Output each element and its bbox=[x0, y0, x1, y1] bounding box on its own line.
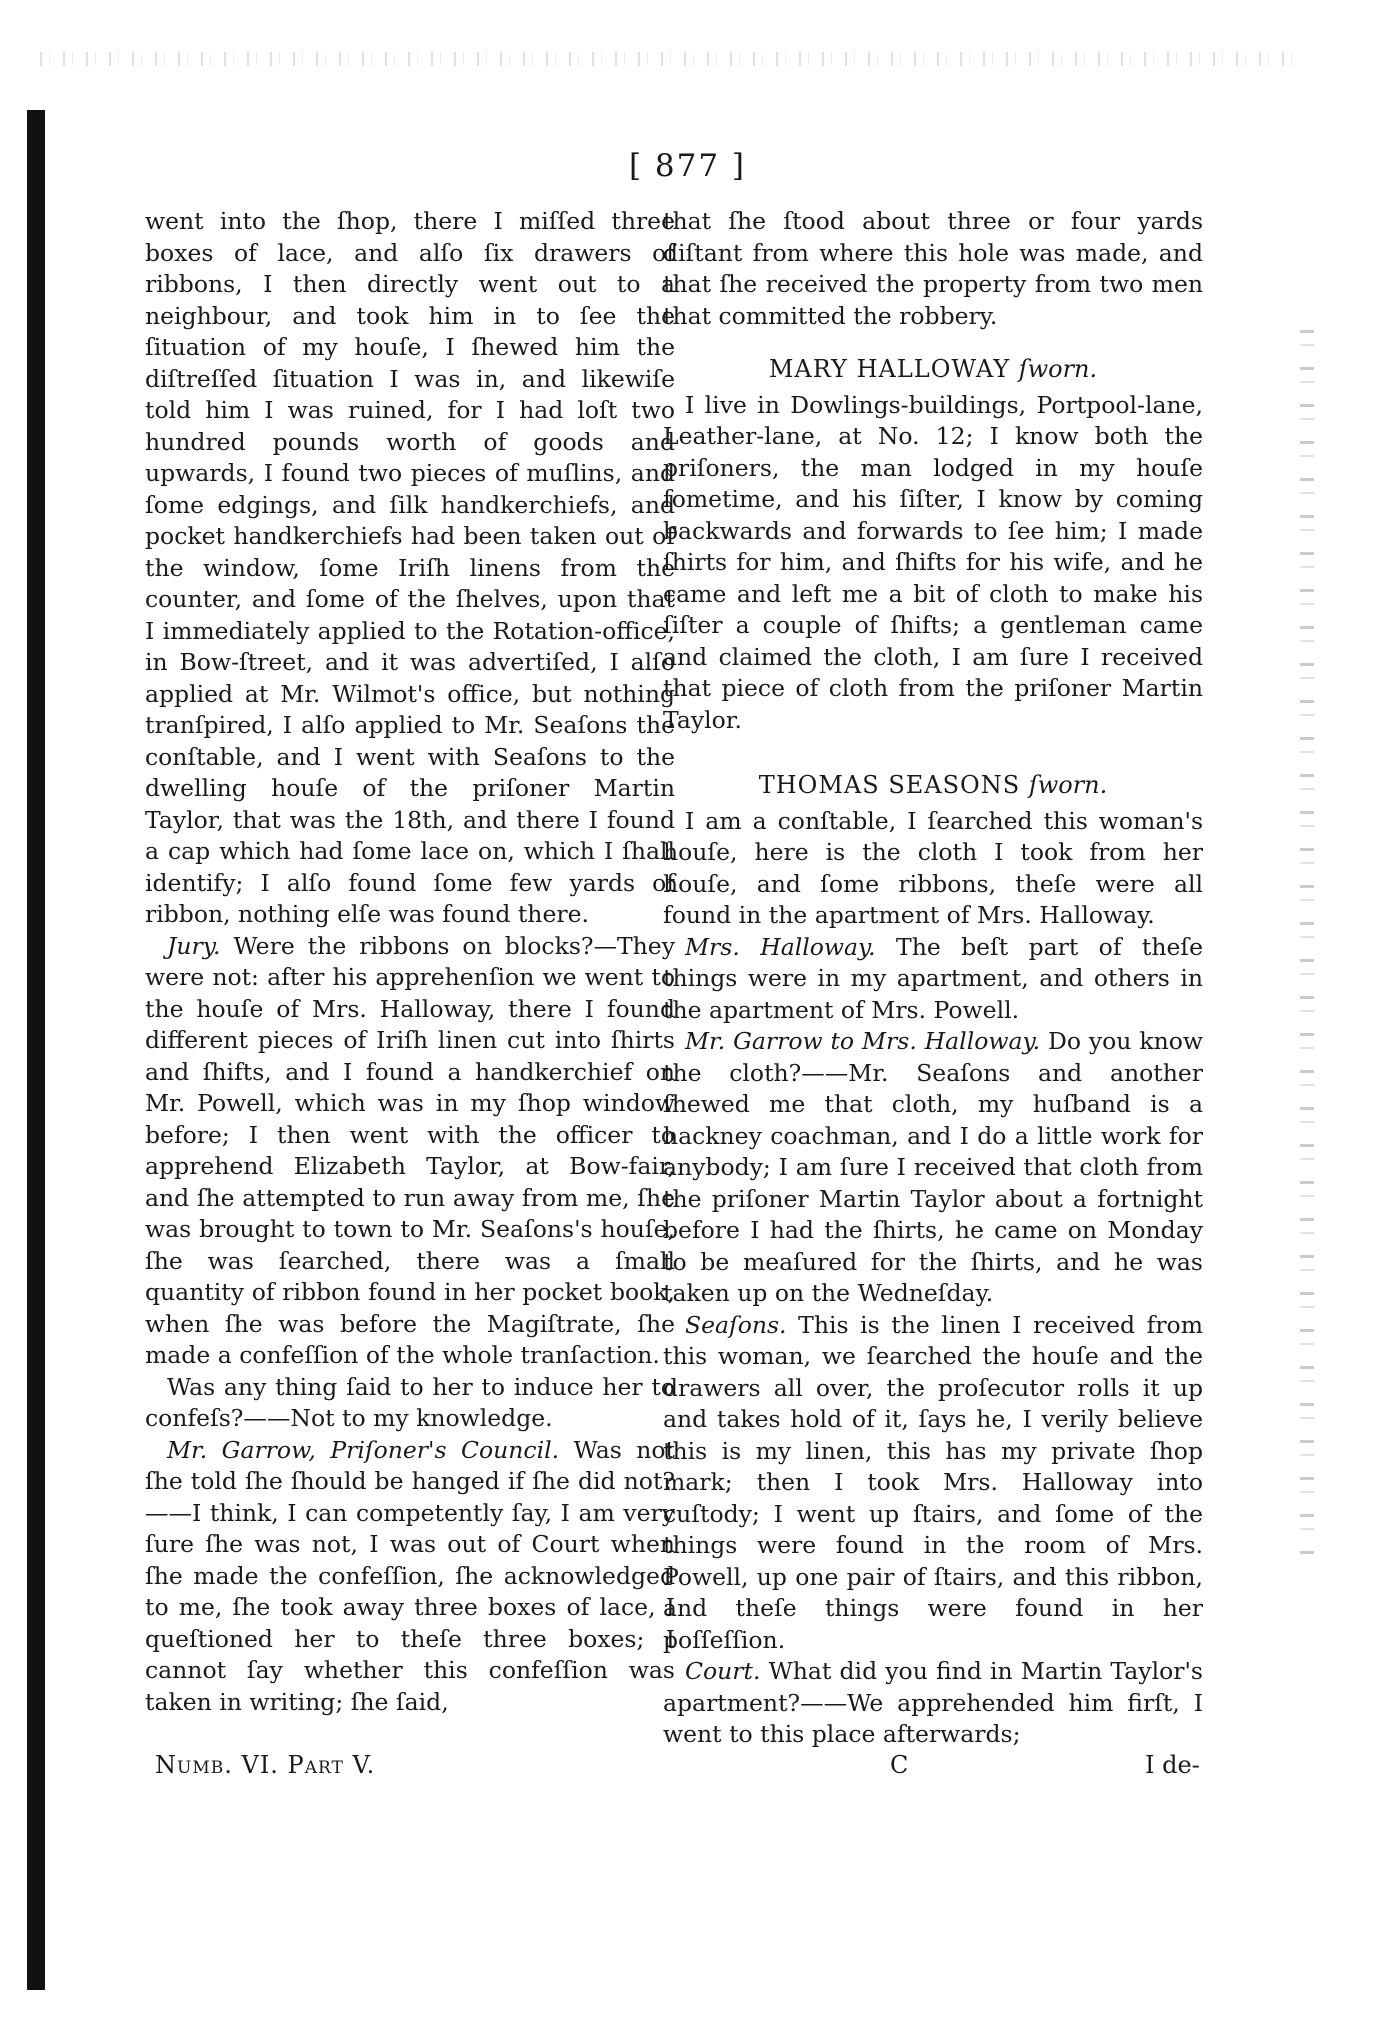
paragraph: Mrs. Halloway. The beſt part of theſe things were in my apartment, and others in the apartment of Mrs. Powell. bbox=[663, 932, 1203, 1024]
paragraph: Jury. Were the ribbons on blocks?—They were not: after his apprehenſion we went to the houſe of Mrs. Halloway, there I found different pieces of Iriſh linen cut into ſhirts and ſhifts, and I found a handkerchief on Mr. Powell, which was in my ſhop window before; I then went with the officer to apprehend Elizabeth Taylor, at Bow-fair, and ſhe attempted to run away from me, ſhe was brought to town to Mr. Seaſons's houſe, ſhe was ſearched, there was a ſmall quantity of ribbon found in her pocket book, when ſhe was before the Magiſtrate, ſhe made a confeſſion of the whole tranſaction. bbox=[145, 931, 675, 1369]
paragraph: Mr. Garrow, Priſoner's Council. Was not ſhe told ſhe ſhould be hanged if ſhe did not?——I think, I can competently ſay, I am very ſure ſhe was not, I was out of Court when ſhe made the confeſſion, ſhe acknowledged to me, ſhe took away three boxes of lace, I queſtioned her to theſe three boxes; I cannot ſay whether this confeſſion was taken in writing; ſhe ſaid, bbox=[145, 1435, 675, 1716]
paragraph: I live in Dowlings-buildings, Portpool-lane, Leather-lane, at No. 12; I know both the priſoners, the man lodged in my houſe ſometime, and his ſiſter, I know by coming backwards and forwards to ſee him; I made ſhirts for him, and ſhifts for his wife, and he came and left me a bit of cloth to make his ſiſter a couple of ſhifts; a gentleman came and claimed the cloth, I am ſure I received that piece of cloth from the priſoner Martin Taylor. bbox=[663, 390, 1203, 734]
right-column bbox=[663, 206, 1203, 1751]
scan-noise-right bbox=[1300, 330, 1314, 1560]
speaker-label: Mr. Garrow to Mrs. Halloway. bbox=[685, 1027, 1041, 1055]
paragraph: I am a conſtable, I ſearched this woman's houſe, here is the cloth I took from her houſe, and ſome ribbons, theſe were all found in the apartment of Mrs. Halloway. bbox=[663, 806, 1203, 929]
speaker-label: Mrs. Halloway. bbox=[685, 932, 876, 961]
page-binding-edge bbox=[27, 110, 45, 1990]
issue-number: Numb. VI. Part V. bbox=[155, 1751, 376, 1779]
witness-heading: THOMAS SEASONS ſworn. bbox=[758, 771, 1108, 799]
catchword: I de- bbox=[1145, 1751, 1200, 1779]
signature-mark: C bbox=[890, 1751, 909, 1779]
page-number: [ 877 ] bbox=[628, 148, 747, 184]
speaker-label: Seaſons. bbox=[685, 1310, 787, 1339]
paragraph: Was any thing ſaid to her to induce her to confeſs?——Not to my knowledge. bbox=[145, 1372, 675, 1432]
witness-heading: MARY HALLOWAY ſworn. bbox=[768, 355, 1098, 383]
paragraph: Seaſons. This is the linen I received from this woman, we ſearched the houſe and the drawers all over, the proſecutor rolls it up and takes hold of it, ſays he, I verily believe this is my linen, this has my private ſhop mark; then I took Mrs. Halloway into cuſtody; I went up ſtairs, and ſome of the things were found in the room of Mrs. Powell, up one pair of ſtairs, and this ribbon, and theſe things were found in her poſſeſſion. bbox=[663, 1310, 1203, 1654]
paragraph: Court. What did you find in Martin Taylor's apartment?——We apprehended him firſt, I went to this place afterwards; bbox=[663, 1657, 1203, 1748]
paragraph: that ſhe ſtood about three or four yards diſtant from where this hole was made, and that ſhe received the property from two men that committed the robbery. bbox=[663, 207, 1203, 330]
left-column bbox=[145, 206, 675, 1718]
scan-noise-top bbox=[40, 52, 1300, 66]
speaker-label: Mr. Garrow, Priſoner's Council. bbox=[167, 1435, 560, 1464]
paragraph: Mr. Garrow to Mrs. Halloway. Do you know the cloth?——Mr. Seaſons and another ſhewed me that cloth, my huſband is a hackney coachman, and I do a little work for anybody; I am ſure I received that cloth from the priſoner Martin Taylor about a fortnight before I had the ſhirts, he came on Monday to be meaſured for the ſhirts, and he was taken up on the Wedneſday. bbox=[663, 1027, 1203, 1307]
paragraph: went into the ſhop, there I miſſed three boxes of lace, and alſo ſix drawers of ribbons, I then directly went out to a neighbour, and took him in to ſee the ſituation of my houſe, I ſhewed him the diſtreſſed ſituation I was in, and likewiſe told him I was ruined, for I had loſt two hundred pounds worth of goods and upwards, I found two pieces of muſlins, and ſome edgings, and ſilk handkerchiefs, and pocket handkerchiefs had been taken out of the window, ſome Iriſh linens from the counter, and ſome of the ſhelves, upon that I immediately applied to the Rotation-office, in Bow-ſtreet, and it was advertiſed, I alſo applied at Mr. Wilmot's office, but nothing tranſpired, I alſo applied to Mr. Seaſons the conſtable, and I went with Seaſons to the dwelling houſe of the priſoner Martin Taylor, that was the 18th, and there I found a cap which had ſome lace on, which I ſhall identify; I alſo found ſome few yards of ribbon, nothing elſe was found there. bbox=[145, 207, 675, 928]
speaker-label: Jury. bbox=[167, 931, 221, 960]
speaker-label: Court. bbox=[685, 1657, 761, 1685]
